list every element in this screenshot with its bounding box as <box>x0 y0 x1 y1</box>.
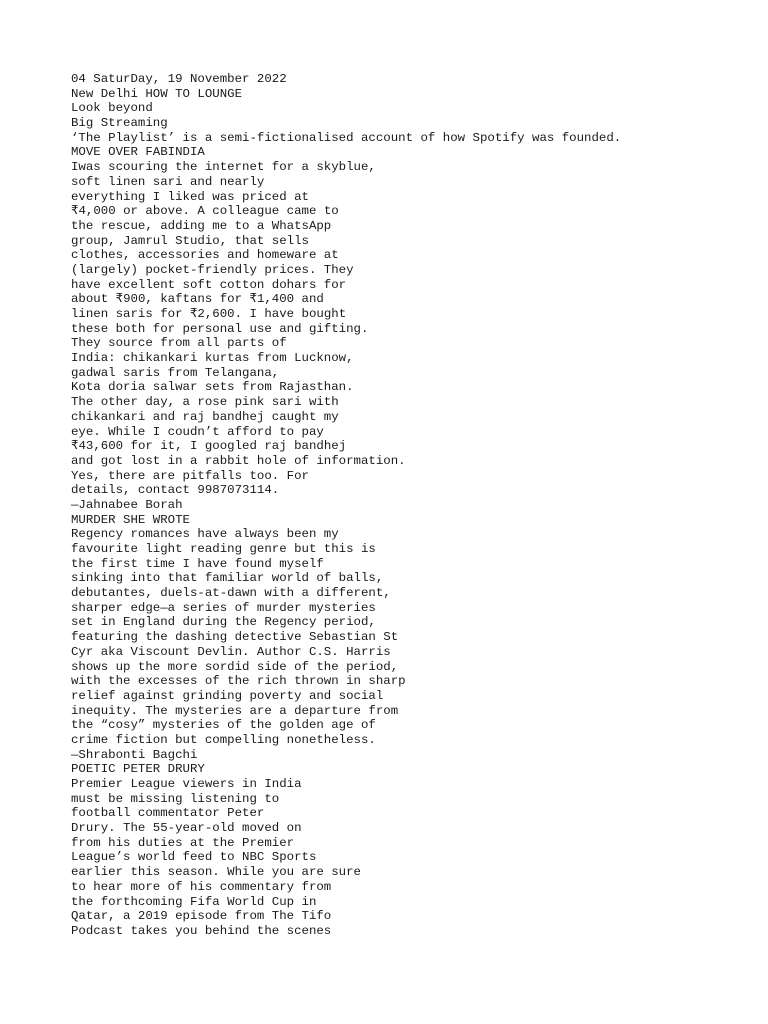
article-heading: MURDER SHE WROTE <box>71 512 190 527</box>
body-line: sinking into that familiar world of balls, <box>71 571 384 586</box>
body-line: featuring the dashing detective Sebastian St <box>71 630 399 645</box>
body-line: group, Jamrul Studio, that sells <box>71 233 309 248</box>
body-line: India: chikankari kurtas from Lucknow, <box>71 351 354 366</box>
body-line: football commentator Peter <box>71 806 265 821</box>
body-line: sharper edge—a series of murder mysteries <box>71 600 376 615</box>
byline: —Jahnabee Borah <box>71 497 183 512</box>
article-heading: MOVE OVER FABINDIA <box>71 145 205 160</box>
body-line: gadwal saris from Telangana, <box>71 365 280 380</box>
body-line: debutantes, duels-at-dawn with a different, <box>71 586 391 601</box>
body-line: to hear more of his commentary from <box>71 879 332 894</box>
headline-line: Big Streaming <box>71 116 168 131</box>
body-line: earlier this season. While you are sure <box>71 865 361 880</box>
body-line: crime fiction but compelling nonetheless. <box>71 732 376 747</box>
body-line: (largely) pocket-friendly prices. They <box>71 262 354 277</box>
headline-line: Look beyond <box>71 101 153 116</box>
body-line: clothes, accessories and homeware at <box>71 248 339 263</box>
body-line: linen saris for ₹2,600. I have bought <box>71 307 347 321</box>
body-line: Yes, there are pitfalls too. For <box>71 468 309 483</box>
body-line: relief against grinding poverty and social <box>71 688 384 703</box>
body-line: ₹4,000 or above. A colleague came to <box>71 204 339 219</box>
body-line: the rescue, adding me to a WhatsApp <box>71 218 332 233</box>
body-line: set in England during the Regency period, <box>71 615 376 630</box>
body-line: these both for personal use and gifting. <box>71 321 369 336</box>
body-line: inequity. The mysteries are a departure from <box>71 703 399 718</box>
section-label: New Delhi HOW TO LOUNGE <box>71 86 243 101</box>
body-line: ₹43,600 for it, I googled raj bandhej <box>71 439 347 454</box>
byline: —Shrabonti Bagchi <box>71 747 198 762</box>
standfirst: ‘The Playlist’ is a semi-fictionalised account of how Spotify was founded. <box>71 130 622 145</box>
document-text <box>71 72 751 939</box>
body-line: They source from all parts of <box>71 336 287 351</box>
article-fabindia <box>71 145 751 512</box>
body-line: with the excesses of the rich thrown in sharp <box>71 674 406 689</box>
article-heading: POETIC PETER DRURY <box>71 762 205 777</box>
article-peter-drury <box>71 762 751 938</box>
body-line: everything I liked was priced at <box>71 189 309 204</box>
body-line: soft linen sari and nearly <box>71 174 265 189</box>
article-murder-she-wrote <box>71 513 751 763</box>
body-line: Kota doria salwar sets from Rajasthan. <box>71 380 354 395</box>
body-line: Premier League viewers in India <box>71 777 302 791</box>
body-line: the “cosy” mysteries of the golden age of <box>71 718 376 733</box>
body-line: Drury. The 55-year-old moved on <box>71 821 302 836</box>
body-line: the first time I have found myself <box>71 556 324 571</box>
body-line: about ₹900, kaftans for ₹1,400 and <box>71 292 324 307</box>
body-line: must be missing listening to <box>71 791 280 806</box>
body-line: The other day, a rose pink sari with <box>71 395 339 410</box>
body-line: Podcast takes you behind the scenes <box>71 923 332 938</box>
body-line: have excellent soft cotton dohars for <box>71 277 347 292</box>
body-line: the forthcoming Fifa World Cup in <box>71 894 317 909</box>
body-line: and got lost in a rabbit hole of information. <box>71 453 406 468</box>
body-line: League’s world feed to NBC Sports <box>71 850 317 865</box>
body-line: shows up the more sordid side of the period, <box>71 659 399 674</box>
body-line: eye. While I coudn’t afford to pay <box>71 424 324 439</box>
body-line: chikankari and raj bandhej caught my <box>71 409 339 424</box>
dateline: 04 SaturDay, 19 November 2022 <box>71 72 287 86</box>
body-line: Qatar, a 2019 episode from The Tifo <box>71 909 332 924</box>
body-line: from his duties at the Premier <box>71 835 295 850</box>
body-line: Regency romances have always been my <box>71 527 339 542</box>
body-line: details, contact 9987073114. <box>71 483 280 498</box>
body-line: Cyr aka Viscount Devlin. Author C.S. Harris <box>71 644 391 659</box>
body-line: Iwas scouring the internet for a skyblue, <box>71 160 376 175</box>
body-line: favourite light reading genre but this is <box>71 542 376 556</box>
